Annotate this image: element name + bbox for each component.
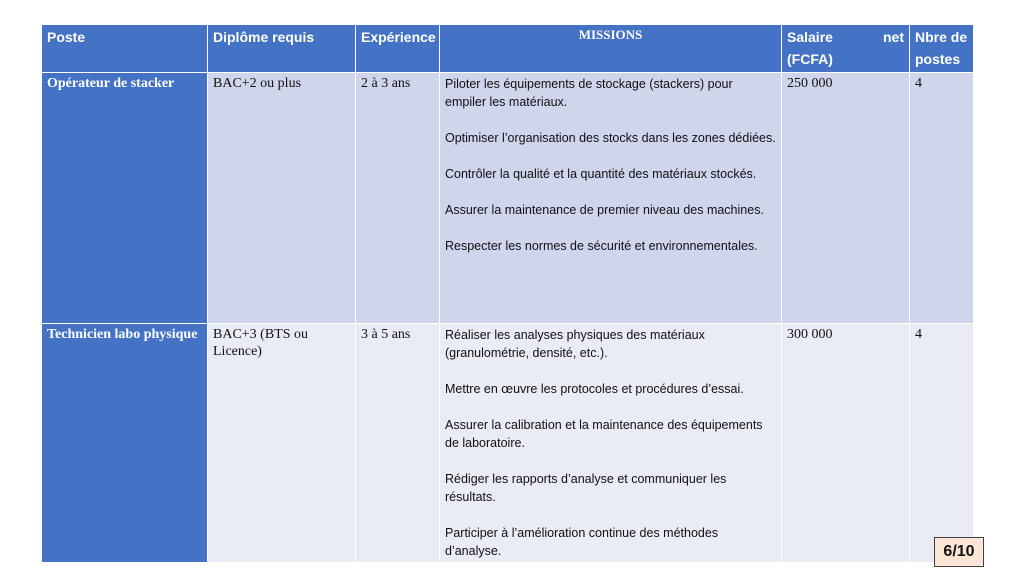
diplome-cell: BAC+3 (BTS ou Licence) xyxy=(208,324,356,563)
salaire-cell: 300 000 xyxy=(782,324,910,563)
experience-cell: 2 à 3 ans xyxy=(356,73,440,324)
header-experience: Expérience xyxy=(356,25,440,73)
header-diplome: Diplôme requis xyxy=(208,25,356,73)
nbre-cell: 4 xyxy=(910,73,974,324)
page-number-badge: 6/10 xyxy=(934,537,984,567)
mission-item: Réaliser les analyses physiques des matériaux (granulométrie, densité, etc.). xyxy=(445,328,705,360)
header-nbre-line2: postes xyxy=(915,51,961,67)
mission-item: Contrôler la qualité et la quantité des matériaux stockés. xyxy=(445,167,757,181)
table-row xyxy=(42,73,974,324)
header-nbre-line1: Nbre de xyxy=(915,29,968,45)
nbre-cell: 4 xyxy=(910,324,974,563)
mission-item: Rédiger les rapports d’analyse et communiquer les résultats. xyxy=(445,472,727,504)
job-table xyxy=(41,24,974,563)
mission-item: Optimiser l’organisation des stocks dans les zones dédiées. xyxy=(445,131,776,145)
header-poste: Poste xyxy=(42,25,208,73)
header-row xyxy=(42,25,974,73)
header-salaire-label: Salaire xyxy=(787,29,833,45)
header-missions: MISSIONS xyxy=(440,25,782,73)
missions-cell xyxy=(440,324,782,563)
mission-item: Respecter les normes de sécurité et environnementales. xyxy=(445,239,758,253)
diplome-cell: BAC+2 ou plus xyxy=(208,73,356,324)
experience-cell: 3 à 5 ans xyxy=(356,324,440,563)
header-salaire-unit: (FCFA) xyxy=(787,51,833,67)
header-salaire xyxy=(782,25,910,73)
mission-item: Assurer la calibration et la maintenance des équipements de laboratoire. xyxy=(445,418,763,450)
mission-item: Participer à l’amélioration continue des méthodes d’analyse. xyxy=(445,526,719,558)
mission-item: Piloter les équipements de stockage (stackers) pour empiler les matériaux. xyxy=(445,77,733,109)
mission-item: Assurer la maintenance de premier niveau des machines. xyxy=(445,203,764,217)
mission-item: Mettre en œuvre les protocoles et procédures d’essai. xyxy=(445,382,744,396)
poste-cell: Opérateur de stacker xyxy=(42,73,208,324)
header-nbre xyxy=(910,25,974,73)
missions-cell xyxy=(440,73,782,324)
salaire-cell: 250 000 xyxy=(782,73,910,324)
poste-cell: Technicien labo physique xyxy=(42,324,208,563)
table-row xyxy=(42,324,974,563)
header-salaire-net: net xyxy=(883,29,904,45)
